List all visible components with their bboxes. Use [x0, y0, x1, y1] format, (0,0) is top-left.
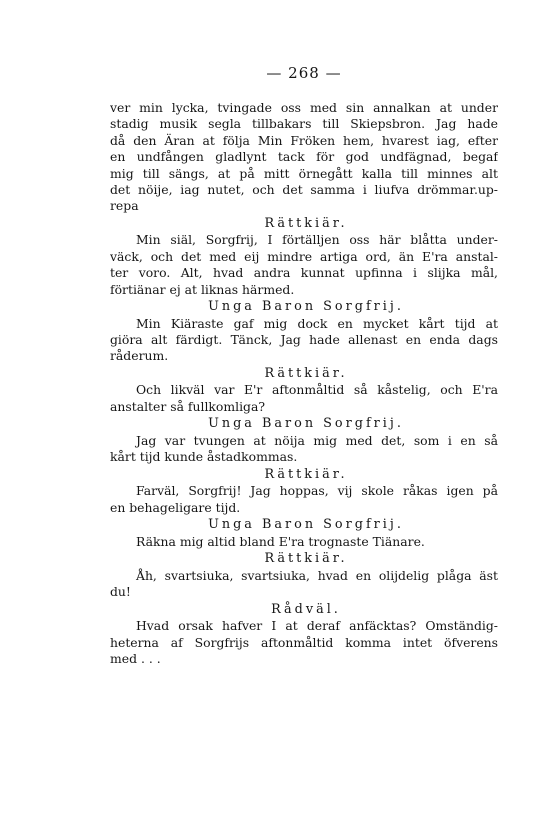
text-line: Farväl, Sorgfrij! Jag hoppas, vij skole råkas igen på [136, 483, 498, 499]
text-line: mig till sängs, at på mitt örnegått kalla till minnes alt [110, 165, 498, 181]
paragraph [110, 382, 498, 415]
text-line: Och likväl var E'r aftonmåltid så kåstelig, och E'ra [136, 382, 498, 398]
text-line: repa [110, 198, 139, 214]
speaker-name: Unga Baron Sorgfrij. [208, 517, 404, 533]
text-line: en behageligare tijd. [110, 499, 241, 515]
speaker-name: Rättkiär. [264, 215, 348, 231]
paragraph [110, 433, 498, 466]
text-line: väck, och det med eij mindre artiga ord, än E'ra anstal- [110, 248, 498, 264]
text-line: stadig musik segla tillbakars till Skiepsbron. Jag hade [110, 116, 498, 132]
speaker-name: Unga Baron Sorgfrij. [208, 299, 404, 315]
page-body [110, 100, 498, 667]
text-line: du! [110, 584, 131, 600]
paragraph [110, 618, 498, 667]
text-line: ter voro. Alt, hvad andra kunnat upfinna i slijka mål, [110, 265, 498, 281]
text-line: Min siäl, Sorgfrij, I förtälljen oss här blåtta under- [136, 232, 498, 248]
speaker-name: Rättkiär. [264, 551, 348, 567]
paragraph [110, 316, 498, 365]
text-line: med . . . [110, 650, 161, 666]
page-number: — 268 — [266, 64, 342, 82]
text-line: Åh, svartsiuka, svartsiuka, hvad en olijdelig plåga äst [136, 567, 498, 583]
text-line: en undfången gladlynt tack för god undfägnad, begaf [110, 149, 498, 165]
text-line: anstalter så fullkomliga? [110, 398, 266, 414]
text-line: Räkna mig altid bland E'ra trognaste Tiänare. [136, 533, 425, 549]
speaker-name: Rådväl. [271, 601, 341, 617]
text-line: råderum. [110, 348, 169, 364]
speaker-name: Rättkiär. [264, 365, 348, 381]
text-line: ver min lycka, tvingade oss med sin annalkan at under [110, 100, 498, 115]
paragraph [110, 100, 498, 215]
paragraph [110, 232, 498, 298]
text-line: giöra alt färdigt. Tänck, Jag hade allenast en enda dags [110, 332, 498, 348]
book-page [110, 64, 498, 667]
text-line: förtiänar ej at liknas härmed. [110, 281, 295, 297]
text-line: kårt tijd kunde åstadkommas. [110, 449, 298, 465]
text-line: det nöije, iag nutet, och det samma i liufva drömmar.up- [110, 182, 498, 198]
text-line: Hvad orsak hafver I at deraf anfäcktas? Omständig- [136, 618, 498, 634]
speaker-name: Unga Baron Sorgfrij. [208, 416, 404, 432]
text-line: då den Äran at följa Min Fröken hem, hvarest iag, efter [110, 132, 498, 148]
paragraph [110, 483, 498, 516]
text-line: Min Kiäraste gaf mig dock en mycket kårt tijd at [136, 315, 498, 331]
text-line: heterna af Sorgfrijs aftonmåltid komma intet öfverens [110, 634, 498, 650]
paragraph [110, 534, 498, 550]
speaker-name: Rättkiär. [264, 466, 348, 482]
text-line: Jag var tvungen at nöija mig med det, som i en så [136, 432, 498, 448]
paragraph [110, 568, 498, 601]
